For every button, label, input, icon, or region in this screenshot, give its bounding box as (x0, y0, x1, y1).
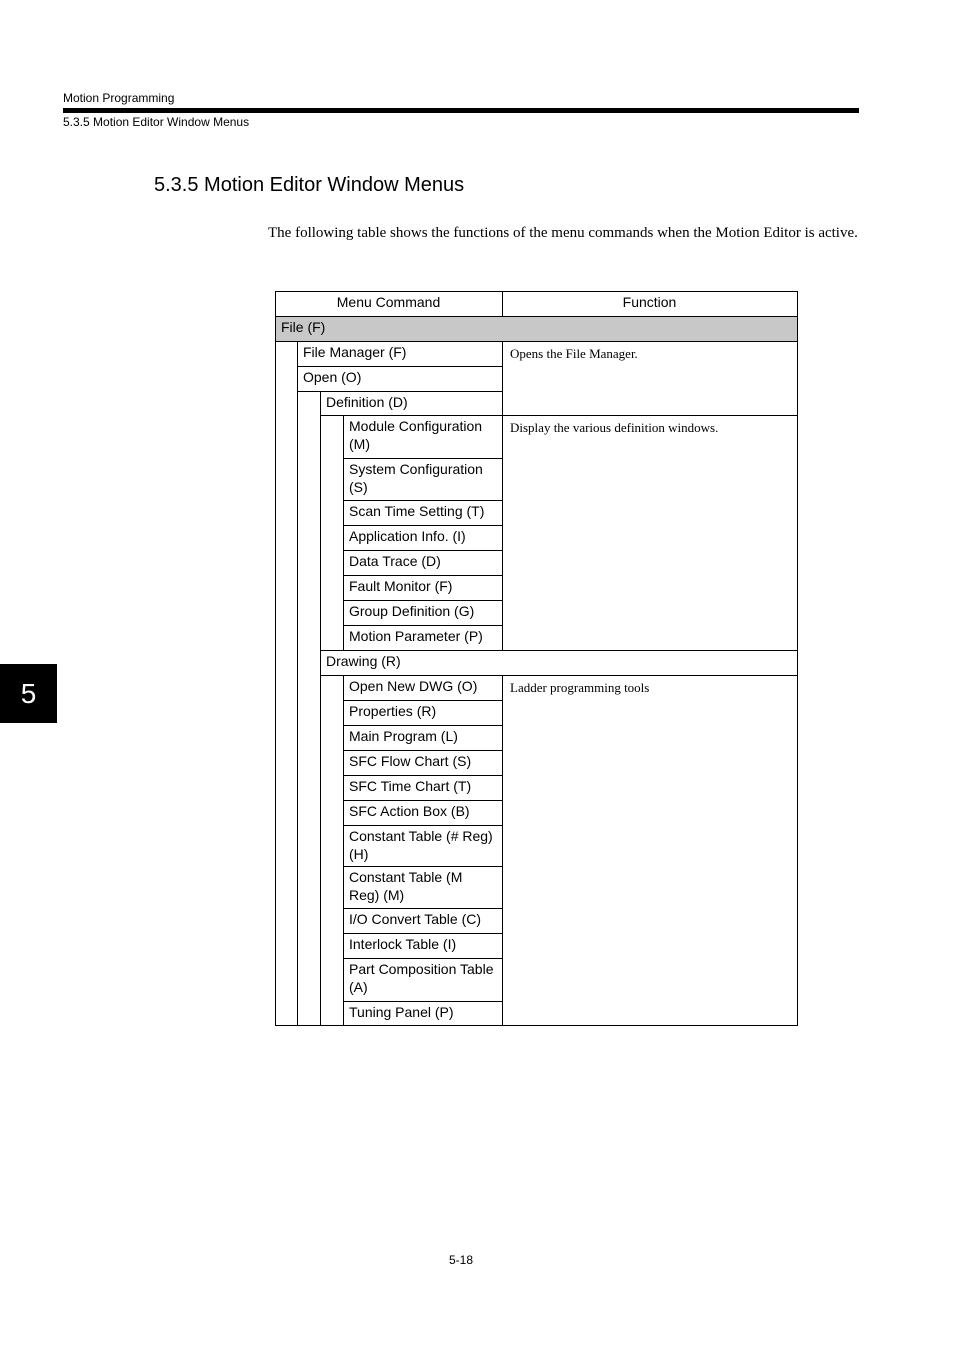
header-rule (63, 108, 859, 113)
menu-constant-table-m: Constant Table (M Reg) (M) (349, 869, 463, 903)
table-rule (275, 316, 798, 317)
table-rule (320, 650, 797, 651)
column-header-function: Function (622, 294, 677, 310)
menu-open: Open (O) (303, 369, 362, 385)
menu-data-trace: Data Trace (D) (349, 553, 441, 569)
table-rule (797, 291, 798, 1026)
menu-part-composition-table: Part Composition Table (A) (349, 961, 494, 995)
menu-file: File (F) (275, 316, 797, 341)
table-rule (502, 675, 503, 1025)
menu-system-configuration: System Configuration (S) (349, 461, 483, 495)
menu-sfc-action-box: SFC Action Box (B) (349, 803, 470, 819)
menu-scan-time-setting: Scan Time Setting (T) (349, 503, 485, 519)
menu-drawing: Drawing (R) (326, 653, 401, 669)
menu-constant-table-h: Constant Table (# Reg) (H) (349, 828, 493, 862)
menu-open-new-dwg: Open New DWG (O) (349, 678, 478, 694)
menu-properties: Properties (R) (349, 703, 437, 719)
table-rule (297, 341, 298, 1025)
table-rule (502, 291, 503, 316)
chapter-tab: 5 (0, 664, 57, 723)
function-file-manager: Opens the File Manager. (510, 346, 638, 361)
menu-definition: Definition (D) (326, 394, 408, 410)
menu-sfc-time-chart: SFC Time Chart (T) (349, 778, 472, 794)
table-rule (275, 291, 276, 1026)
menu-motion-parameter: Motion Parameter (P) (349, 628, 483, 644)
column-header-menu-command: Menu Command (336, 294, 441, 310)
table-rule (320, 391, 321, 1025)
page-number: 5-18 (449, 1253, 474, 1267)
section-title: 5.3.5 Motion Editor Window Menus (154, 174, 465, 196)
table-rule (275, 1025, 798, 1026)
menu-main-program: Main Program (L) (349, 728, 458, 744)
running-header-section: 5.3.5 Motion Editor Window Menus (63, 115, 250, 129)
menu-module-configuration: Module Configuration (M) (349, 418, 483, 452)
menu-sfc-flow-chart: SFC Flow Chart (S) (349, 753, 472, 769)
menu-interlock-table: Interlock Table (I) (349, 936, 457, 952)
menu-file-manager: File Manager (F) (303, 344, 407, 360)
menu-application-info: Application Info. (I) (349, 528, 466, 544)
menu-group-definition: Group Definition (G) (349, 603, 475, 619)
function-ladder-tools: Ladder programming tools (510, 680, 650, 695)
menu-io-convert-table: I/O Convert Table (C) (349, 911, 482, 927)
table-rule (275, 291, 798, 292)
menu-fault-monitor: Fault Monitor (F) (349, 578, 453, 594)
intro-paragraph: The following table shows the functions of the menu commands when the Motion Editor is active. (268, 225, 858, 241)
menu-tuning-panel: Tuning Panel (P) (349, 1004, 454, 1020)
table-rule (275, 341, 798, 342)
running-header-chapter: Motion Programming (63, 91, 175, 105)
table-rule (343, 675, 344, 1025)
table-rule (502, 341, 503, 650)
function-definition-windows: Display the various definition windows. (510, 420, 719, 435)
table-rule (343, 415, 344, 650)
